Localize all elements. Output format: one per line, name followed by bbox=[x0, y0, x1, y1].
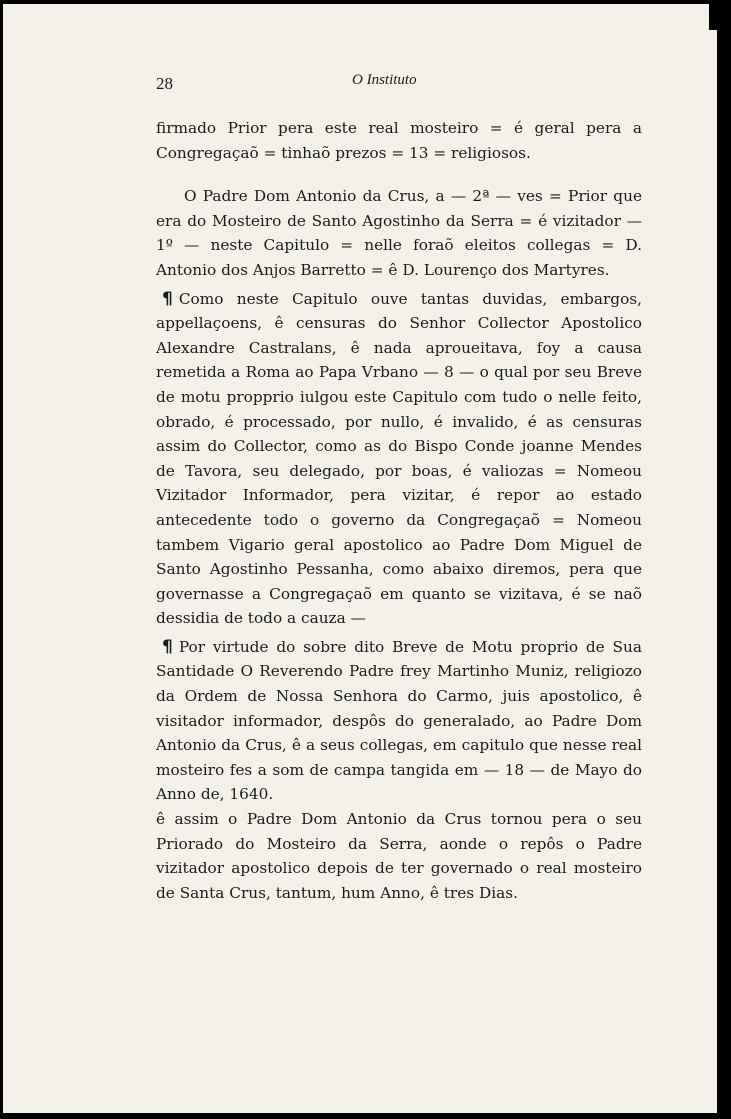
running-title: O Instituto bbox=[352, 72, 417, 88]
scan-border-top bbox=[0, 0, 731, 4]
paragraph-4-text: Por virtude do sobre dito Breve de Motu proprio de Sua Santidade O Reverendo Padre frey Martinho Muniz, religiozo da Ordem de Nossa Senhora do Carmo, juis apostolico, ê visitador informador, despôs do generalado, ao Padre Dom Antonio da Crus, ê a seus collegas, em capitulo que nesse real mosteiro fes a som de campa tangida em — 18 — de Mayo do Anno de, 1640. bbox=[156, 637, 642, 804]
paragraph-2-text: O Padre Dom Antonio da Crus, a — 2ª — ves = Prior que era do Mosteiro de Santo Agostinho da Serra = é vizitador — 1º — neste Capitulo = nelle foraõ eleitos collegas = D. Antonio dos Anjos Barretto = ê D. Lourenço dos Martyres. bbox=[156, 187, 642, 279]
page-number: 28 bbox=[156, 74, 173, 93]
paragraph-3 bbox=[156, 287, 642, 631]
paragraph-1 bbox=[156, 116, 642, 165]
paragraph-5 bbox=[156, 807, 642, 905]
paragraph-1-text: firmado Prior pera este real mosteiro = é geral pera a Congregaçaõ = tinhaõ prezos = 13 = religiosos. bbox=[156, 119, 642, 162]
page-header bbox=[156, 60, 642, 100]
scan-corner-mark bbox=[709, 4, 717, 30]
paragraph-mark-icon: ¶ bbox=[162, 636, 173, 657]
paragraph-mark-icon: ¶ bbox=[162, 288, 173, 309]
scan-border-right bbox=[717, 0, 731, 1119]
paragraph-5-text: ê assim o Padre Dom Antonio da Crus tornou pera o seu Priorado do Mosteiro da Serra, aonde o repôs o Padre vizitador apostolico depois de ter governado o real mosteiro de Santa Crus, tantum, hum Anno, ê tres Dias. bbox=[156, 810, 642, 902]
paragraph-3-text: Como neste Capitulo ouve tantas duvidas, embargos, appellaçoens, ê censuras do Senhor Collector Apostolico Alexandre Castralans, ê nada aproueitava, foy a causa remetida a Roma ao Papa Vrbano — 8 — o qual por seu Breve de motu propprio iulgou este Capitulo com tudo o nelle feito, obrado, é processado, por nullo, é invalido, é as censuras assim do Collector, como as do Bispo Conde joanne Mendes de Tavora, seu delegado, por boas, é valiozas = Nomeou Vizitador Informador, pera vizitar, é repor ao estado antecedente todo o governo da Congregaçaõ = Nomeou tambem Vigario geral apostolico ao Padre Dom Miguel de Santo Agostinho Pessanha, como abaixo diremos, pera que governasse a Congregaçaõ em quanto se vizitava, é se naõ dessidia de todo a cauza — bbox=[156, 289, 642, 628]
paragraph-4 bbox=[156, 635, 642, 807]
document-page bbox=[156, 60, 642, 905]
paragraph-2 bbox=[156, 184, 642, 282]
scan-border-bottom bbox=[0, 1113, 731, 1119]
scan-border-left bbox=[0, 0, 3, 1119]
